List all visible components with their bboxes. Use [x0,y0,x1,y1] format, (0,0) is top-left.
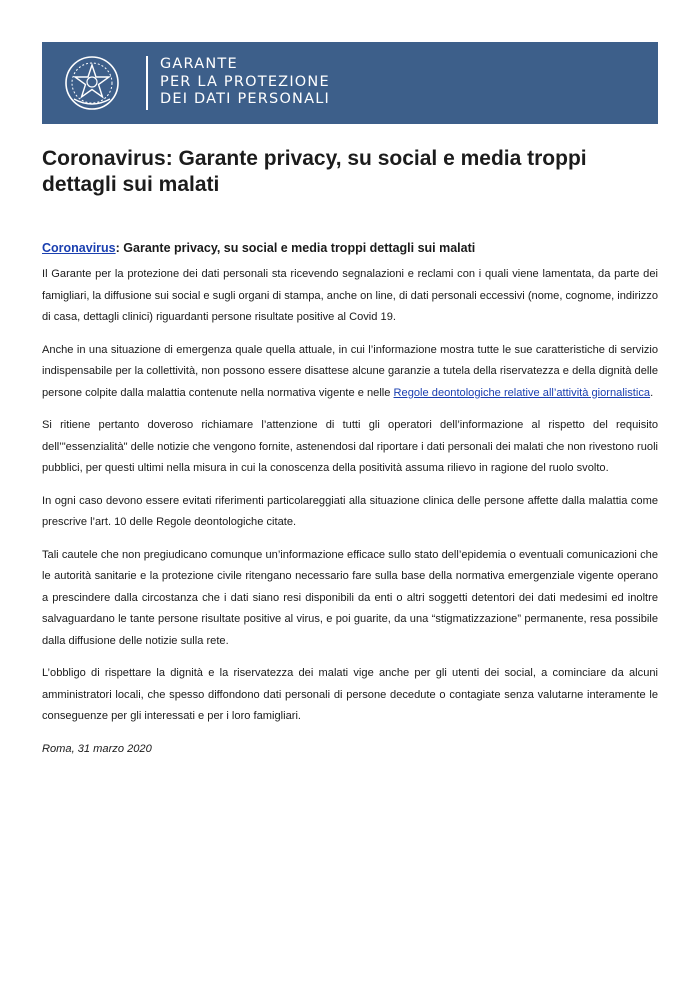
italian-republic-emblem-icon [64,55,120,111]
coronavirus-link[interactable]: Coronavirus [42,241,116,255]
org-line-2: PER LA PROTEZIONE [160,73,330,90]
paragraph-5: Tali cautele che non pregiudicano comunque un’informazione efficace sullo stato dell’epidemia o eventuali comunicazioni che le autorità sanitarie e la protezione civile ritengano necessario fare sulla base della normativa emergenziale vigente operano a prescindere dalla circostanza che i dati siano resi disponibili da enti o altri soggetti detentori dei dati medesimi ed inoltre salvaguardano le tante persone risultate positive al virus, e poi guarite, da una “stigmatizzazione” permanente, resa possibile dalla diffusione delle notizie sulla rete. [42,548,658,647]
article-body [42,264,658,771]
regole-deontologiche-link[interactable]: Regole deontologiche relative all’attività giornalistica [393,386,651,399]
banner-divider [146,56,148,110]
page-title: Coronavirus: Garante privacy, su social e media troppi dettagli sui malati [42,147,587,196]
date-line: Roma, 31 marzo 2020 [42,742,152,755]
paragraph-2-end: . [650,386,654,399]
subheading-text: : Garante privacy, su social e media troppi dettagli sui malati [115,241,476,255]
org-line-1: GARANTE [160,56,238,72]
paragraph-3: Si ritiene pertanto doveroso richiamare l’attenzione di tutti gli operatori dell’informazione al rispetto del requisito dell’"essenzialità" delle notizie che vengono fornite, astenendosi dal riportare i dati personali dei malati che non rivestono ruoli pubblici, per questi ultimi nella misura in cui la conoscenza della positività assuma rilievo in ragione del ruolo svolto. [42,419,658,474]
organization-name [160,56,330,109]
paragraph-6: L’obbligo di rispettare la dignità e la riservatezza dei malati vige anche per gli utenti dei social, a cominciare da alcuni amministratori locali, che spesso diffondono dati personali di persone decedute o contagiate senza valutarne interamente le conseguenze per gli interessati e per i loro famigliari. [42,667,658,722]
paragraph-2 [42,340,658,405]
header-banner [42,42,658,124]
paragraph-2-text: Anche in una situazione di emergenza quale quella attuale, in cui l’informazione mostra tutte le sue caratteristiche di servizio indispensabile per la collettività, non possono essere disattese alcune garanzie a tutela della riservatezza e della dignità delle persone colpite dalla malattia contenute nella normativa vigente e nelle [42,343,658,399]
subheading [42,240,658,256]
paragraph-1: Il Garante per la protezione dei dati personali sta ricevendo segnalazioni e reclami con i quali viene lamentata, da parte dei famigliari, la diffusione sui social e sugli organi di stampa, anche on line, di dati personali eccessivi (nome, cognome, indirizzo di casa, dettagli clinici) riguardanti persone risultate positive al Covid 19. [42,268,658,323]
paragraph-4: In ogni caso devono essere evitati riferimenti particolareggiati alla situazione clinica delle persone affette dalla malattia come prescrive l’art. 10 delle Regole deontologiche citate. [42,494,658,528]
org-line-3: DEI DATI PERSONALI [160,91,330,107]
